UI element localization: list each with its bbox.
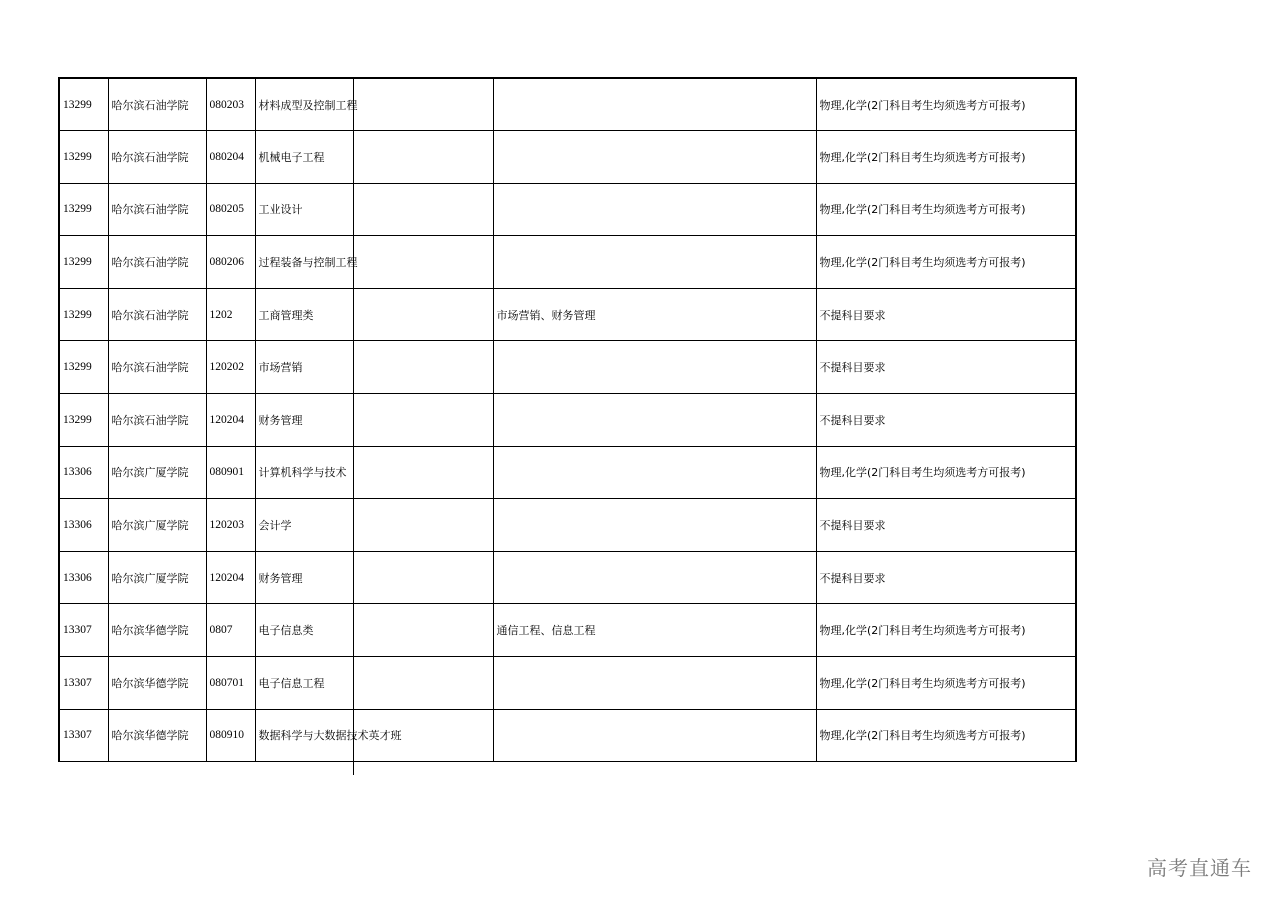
subject-requirement-cell: 物理,化学(2门科目考生均须选考方可报考) <box>816 709 1076 762</box>
school-code-cell: 13299 <box>59 131 108 184</box>
major-name-text: 材料成型及控制工程 <box>258 98 358 112</box>
major-code-cell: 080701 <box>206 657 255 710</box>
subject-requirement-cell: 不提科目要求 <box>816 288 1076 341</box>
table-row <box>59 551 1076 604</box>
major-name-cell <box>255 709 402 762</box>
note-cell <box>354 288 493 341</box>
note-cell <box>354 78 493 131</box>
school-name-cell: 哈尔滨华德学院 <box>108 709 206 762</box>
table-row <box>59 183 1076 236</box>
included-majors-cell: 通信工程、信息工程 <box>493 604 816 657</box>
included-majors-cell <box>493 657 816 710</box>
school-code-cell: 13306 <box>59 551 108 604</box>
table-row <box>59 78 1076 131</box>
subject-requirement-cell: 物理,化学(2门科目考生均须选考方可报考) <box>816 236 1076 289</box>
major-code-cell: 0807 <box>206 604 255 657</box>
major-name-text: 过程装备与控制工程 <box>258 256 358 270</box>
school-name-cell: 哈尔滨石油学院 <box>108 394 206 447</box>
note-cell <box>354 551 493 604</box>
subject-requirement-cell: 不提科目要求 <box>816 499 1076 552</box>
major-name-cell <box>255 131 354 184</box>
table-row <box>59 657 1076 710</box>
major-code-cell: 080206 <box>206 236 255 289</box>
subject-requirement-cell: 不提科目要求 <box>816 551 1076 604</box>
subject-requirement-cell: 物理,化学(2门科目考生均须选考方可报考) <box>816 604 1076 657</box>
school-code-cell: 13299 <box>59 236 108 289</box>
school-code-cell: 13299 <box>59 394 108 447</box>
table-row <box>59 131 1076 184</box>
major-name-cell <box>255 499 354 552</box>
school-name-cell: 哈尔滨石油学院 <box>108 183 206 236</box>
included-majors-cell <box>493 78 816 131</box>
subject-requirement-cell: 物理,化学(2门科目考生均须选考方可报考) <box>816 657 1076 710</box>
major-name-cell <box>255 604 354 657</box>
subject-requirement-cell: 物理,化学(2门科目考生均须选考方可报考) <box>816 78 1076 131</box>
school-code-cell: 13299 <box>59 78 108 131</box>
major-code-cell: 080203 <box>206 78 255 131</box>
table-row <box>59 446 1076 499</box>
major-name-text: 电子信息类 <box>258 624 314 638</box>
major-name-text: 计算机科学与技术 <box>258 466 347 480</box>
note-cell <box>354 499 493 552</box>
included-majors-cell <box>493 446 816 499</box>
note-cell <box>354 446 493 499</box>
table-row <box>59 236 1076 289</box>
subject-requirement-cell: 不提科目要求 <box>816 394 1076 447</box>
table-row <box>59 499 1076 552</box>
major-name-text: 工业设计 <box>258 203 303 217</box>
major-name-text: 会计学 <box>258 519 292 533</box>
subject-requirement-cell: 物理,化学(2门科目考生均须选考方可报考) <box>816 183 1076 236</box>
major-name-cell <box>255 657 354 710</box>
major-code-cell: 120202 <box>206 341 255 394</box>
school-name-cell: 哈尔滨广厦学院 <box>108 499 206 552</box>
included-majors-cell: 市场营销、财务管理 <box>493 288 816 341</box>
major-name-cell <box>255 341 354 394</box>
note-cell <box>354 131 493 184</box>
major-code-cell: 120204 <box>206 551 255 604</box>
included-majors-cell <box>493 551 816 604</box>
school-name-cell: 哈尔滨石油学院 <box>108 131 206 184</box>
table-row <box>59 394 1076 447</box>
note-cell <box>354 394 493 447</box>
major-name-cell <box>255 78 358 131</box>
major-code-cell: 080204 <box>206 131 255 184</box>
watermark: 高考直通车 <box>1147 856 1252 880</box>
admission-table <box>58 77 1077 762</box>
major-name-text: 机械电子工程 <box>258 150 325 164</box>
table-row <box>59 341 1076 394</box>
major-name-text: 财务管理 <box>258 571 303 585</box>
school-code-cell: 13299 <box>59 183 108 236</box>
school-name-cell: 哈尔滨石油学院 <box>108 236 206 289</box>
school-code-cell: 13307 <box>59 657 108 710</box>
major-code-cell: 080910 <box>206 709 255 762</box>
note-cell <box>354 657 493 710</box>
major-name-cell <box>255 394 354 447</box>
note-cell <box>354 183 493 236</box>
included-majors-cell <box>493 394 816 447</box>
major-name-cell <box>255 446 354 499</box>
major-name-text: 数据科学与大数据技术英才班 <box>258 729 402 743</box>
major-code-cell: 080205 <box>206 183 255 236</box>
note-cell <box>354 236 493 289</box>
subject-requirement-cell: 物理,化学(2门科目考生均须选考方可报考) <box>816 446 1076 499</box>
note-cell <box>354 604 493 657</box>
school-name-cell: 哈尔滨广厦学院 <box>108 551 206 604</box>
major-name-text: 电子信息工程 <box>258 676 325 690</box>
school-code-cell: 13299 <box>59 341 108 394</box>
subject-requirement-cell: 物理,化学(2门科目考生均须选考方可报考) <box>816 131 1076 184</box>
school-name-cell: 哈尔滨石油学院 <box>108 78 206 131</box>
major-name-cell <box>255 551 354 604</box>
table-body <box>59 78 1076 762</box>
column-divider <box>353 77 354 775</box>
included-majors-cell <box>493 341 816 394</box>
major-code-cell: 080901 <box>206 446 255 499</box>
major-code-cell: 120204 <box>206 394 255 447</box>
major-name-text: 市场营销 <box>258 361 303 375</box>
school-code-cell: 13306 <box>59 446 108 499</box>
table-row <box>59 288 1076 341</box>
school-name-cell: 哈尔滨石油学院 <box>108 288 206 341</box>
major-name-cell <box>255 183 354 236</box>
included-majors-cell <box>493 499 816 552</box>
included-majors-cell <box>493 183 816 236</box>
school-code-cell: 13306 <box>59 499 108 552</box>
major-name-cell <box>255 236 358 289</box>
school-code-cell: 13307 <box>59 709 108 762</box>
major-name-text: 财务管理 <box>258 413 303 427</box>
included-majors-cell <box>493 709 816 762</box>
school-code-cell: 13299 <box>59 288 108 341</box>
school-name-cell: 哈尔滨华德学院 <box>108 604 206 657</box>
subject-requirement-cell: 不提科目要求 <box>816 341 1076 394</box>
major-name-text: 工商管理类 <box>258 308 314 322</box>
table-row <box>59 709 1076 762</box>
included-majors-cell <box>493 236 816 289</box>
school-name-cell: 哈尔滨华德学院 <box>108 657 206 710</box>
school-name-cell: 哈尔滨石油学院 <box>108 341 206 394</box>
note-cell <box>354 341 493 394</box>
school-code-cell: 13307 <box>59 604 108 657</box>
school-name-cell: 哈尔滨广厦学院 <box>108 446 206 499</box>
included-majors-cell <box>493 131 816 184</box>
major-code-cell: 120203 <box>206 499 255 552</box>
major-name-cell <box>255 288 354 341</box>
table-row <box>59 604 1076 657</box>
major-code-cell: 1202 <box>206 288 255 341</box>
